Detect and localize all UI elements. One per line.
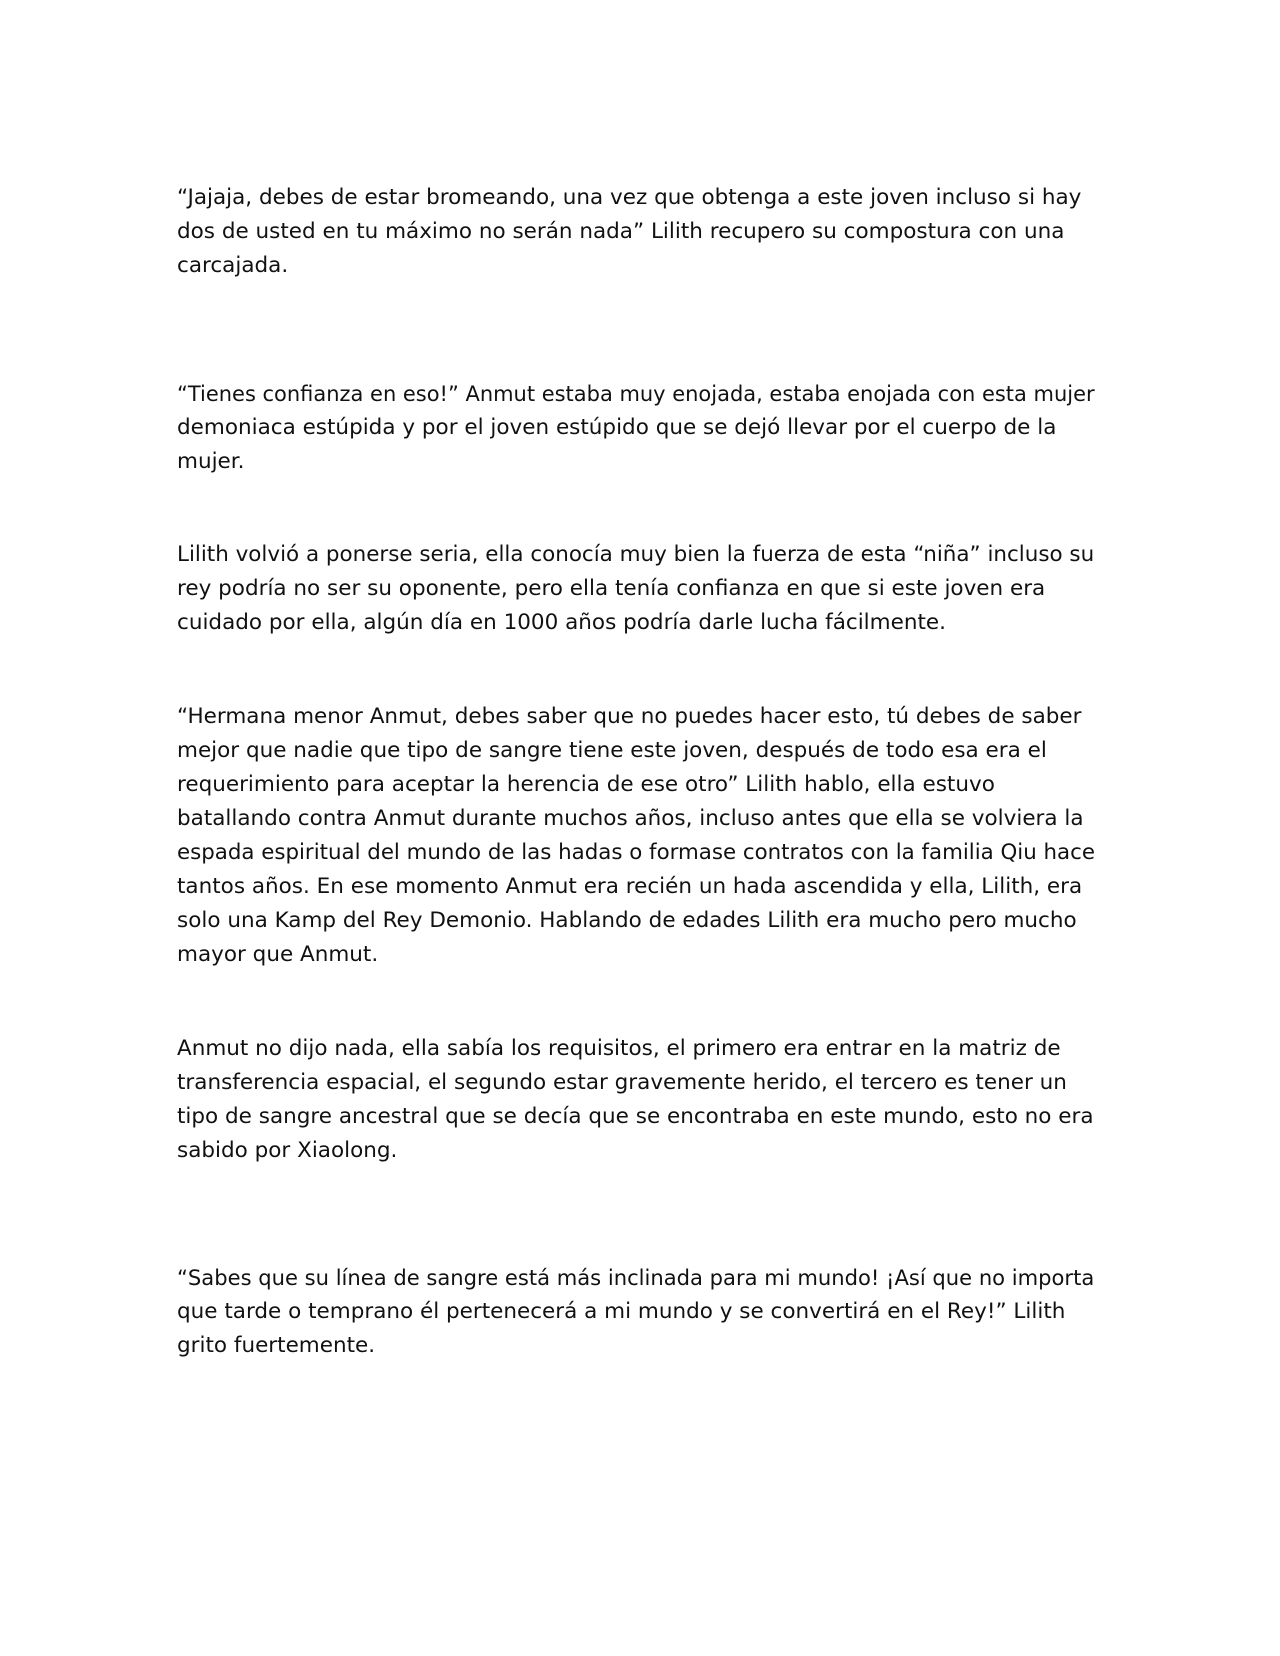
text-line: carcajada. [177,253,289,278]
text-line: tipo de sangre ancestral que se decía que se encontraba en este mundo, esto no era [177,1104,1094,1129]
text-line: que tarde o temprano él pertenecerá a mi mundo y se convertirá en el Rey!” Lilith [177,1299,1066,1324]
text-line: transferencia espacial, el segundo estar gravemente herido, el tercero es tener un [177,1070,1067,1095]
text-line: rey podría no ser su oponente, pero ella tenía confianza en que si este joven era [177,576,1046,601]
text-line: tantos años. En ese momento Anmut era recién un hada ascendida y ella, Lilith, era [177,874,1083,899]
text-line: requerimiento para aceptar la herencia de ese otro” Lilith hablo, ella estuvo [177,772,995,797]
text-line: Lilith volvió a ponerse seria, ella conocía muy bien la fuerza de esta “niña” incluso su [177,542,1095,567]
text-line: mejor que nadie que tipo de sangre tiene este joven, después de todo esa era el [177,738,1047,763]
text-line: “Sabes que su línea de sangre está más inclinada para mi mundo! ¡Así que no importa [177,1265,1095,1290]
text-line: demoniaca estúpida y por el joven estúpido que se dejó llevar por el cuerpo de la [177,415,1057,440]
text-line: sabido por Xiaolong. [177,1138,398,1163]
text-line: solo una Kamp del Rey Demonio. Hablando de edades Lilith era mucho pero mucho [177,908,1077,933]
text-line: Anmut no dijo nada, ella sabía los requisitos, el primero era entrar en la matriz de [177,1036,1061,1061]
text-line: espada espiritual del mundo de las hadas o formase contratos con la familia Qiu hace [177,840,1095,865]
paragraph-1 [177,181,1095,283]
paragraph-6 [177,1261,1095,1363]
text-line: mayor que Anmut. [177,942,379,967]
paragraph-5 [177,1032,1095,1168]
text-line: grito fuertemente. [177,1333,376,1358]
text-line: batallando contra Anmut durante muchos años, incluso antes que ella se volviera la [177,806,1084,831]
paragraph-2 [177,377,1095,479]
paragraph-3 [177,538,1095,640]
text-line: “Jajaja, debes de estar bromeando, una vez que obtenga a este joven incluso si hay [177,185,1082,210]
text-line: “Tienes confianza en eso!” Anmut estaba muy enojada, estaba enojada con esta mujer [177,382,1095,406]
text-line: cuidado por ella, algún día en 1000 años podría darle lucha fácilmente. [177,610,946,635]
text-line: mujer. [177,449,245,474]
text-line: “Hermana menor Anmut, debes saber que no puedes hacer esto, tú debes de saber [177,704,1082,729]
paragraph-4 [177,700,1095,972]
text-line: dos de usted en tu máximo no serán nada” Lilith recupero su compostura con una [177,219,1065,244]
